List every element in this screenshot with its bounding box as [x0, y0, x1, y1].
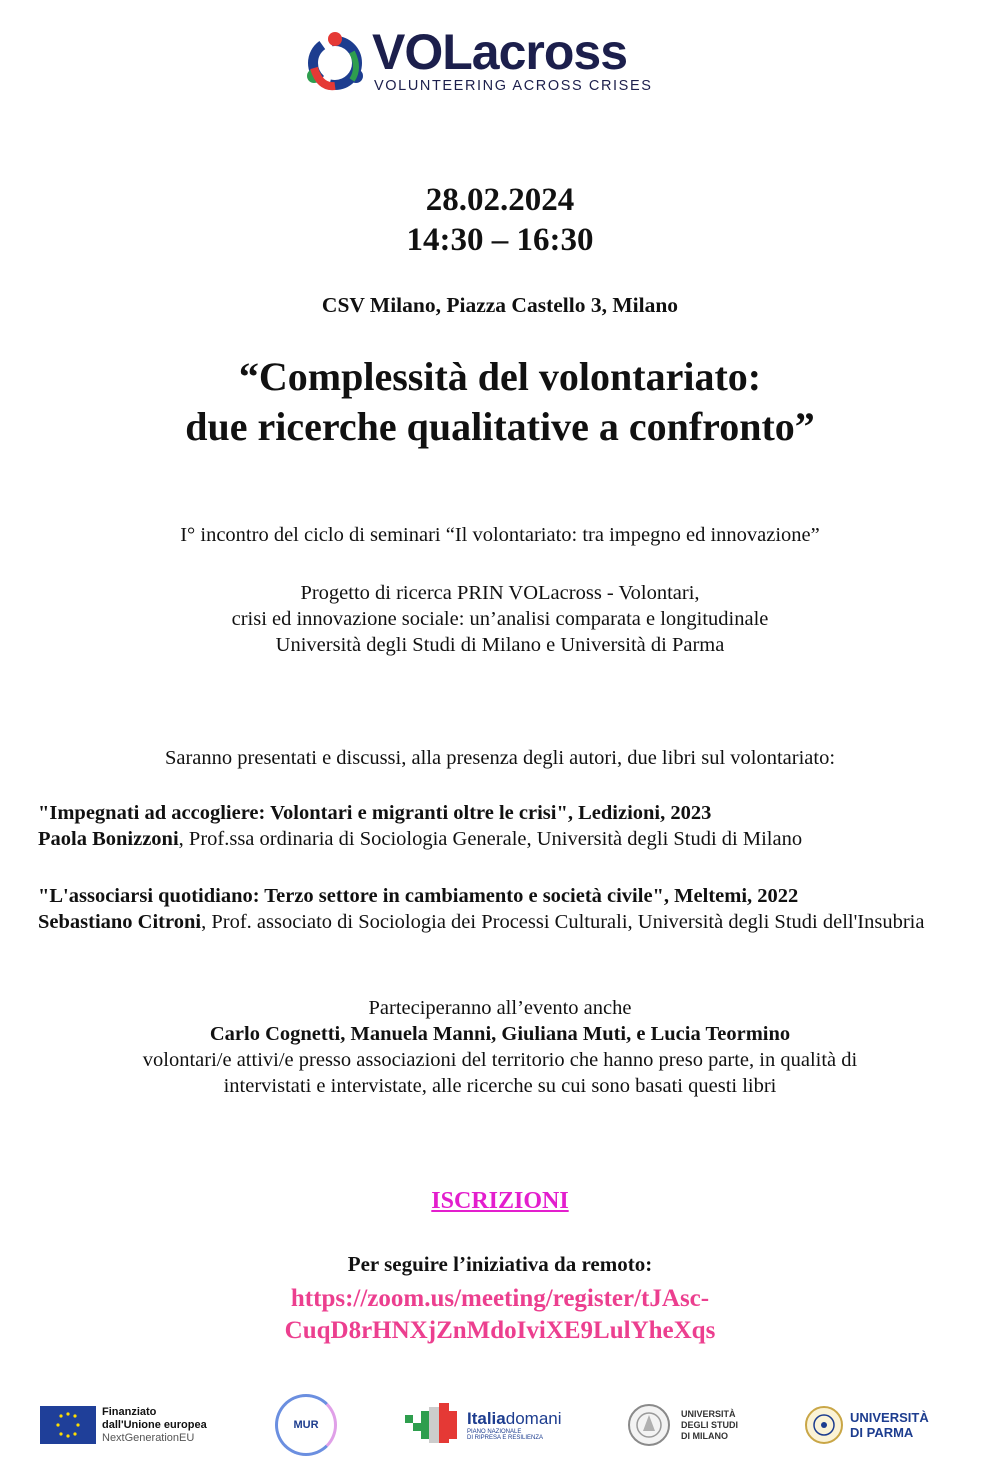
italiadomani-pixel-icon [405, 1403, 463, 1447]
unipr-text-2: DI PARMA [850, 1425, 914, 1440]
italiadomani-logo [405, 1395, 562, 1455]
project-description [0, 580, 1000, 658]
zoom-registration-link[interactable] [0, 1283, 1000, 1347]
event-datetime [0, 180, 1000, 260]
event-location: CSV Milano, Piazza Castello 3, Milano [321, 293, 679, 317]
book-author: Sebastiano Citroni [38, 911, 202, 933]
eu-logo [40, 1395, 207, 1455]
unipr-seal-icon [804, 1405, 844, 1445]
eu-text-3: NextGenerationEU [102, 1431, 195, 1444]
unimi-text-3: DI MILANO [681, 1430, 728, 1441]
book-title: "Impegnati ad accogliere: Volontari e migranti oltre le crisi", Ledizioni, 2023 [38, 802, 712, 824]
participants-names: Carlo Cognetti, Manuela Manni, Giuliana Muti, e Lucia Teormino [209, 1023, 791, 1045]
unimi-text-1: UNIVERSITÀ [681, 1408, 736, 1419]
eu-flag-icon [40, 1406, 96, 1444]
participants-section [0, 995, 1000, 1099]
zoom-url-line-1[interactable]: https://zoom.us/meeting/register/tJAsc- [290, 1285, 710, 1312]
unipr-text-1: UNIVERSITÀ [850, 1410, 929, 1425]
footer-logos [0, 1395, 1000, 1455]
participants-intro: Parteciperanno all’evento anche [368, 997, 632, 1019]
eu-text-1: Finanziato [102, 1405, 157, 1418]
unipr-logo [804, 1395, 929, 1455]
registration-link[interactable]: ISCRIZIONI [431, 1188, 569, 1214]
book-author: Paola Bonizzoni [38, 828, 179, 850]
author-role: , Prof. associato di Sociologia dei Processi Culturali, Università degli Studi dell'Insubria [201, 911, 925, 933]
unimi-text-2: DEGLI STUDI [681, 1419, 739, 1430]
unimi-logo [627, 1395, 738, 1455]
domani-text: domani [505, 1409, 562, 1428]
italia-sub-1: PIANO NAZIONALE [467, 1429, 522, 1435]
logo-tagline: VOLUNTEERING ACROSS CRISES [374, 78, 653, 94]
mur-text: MUR [275, 1394, 337, 1456]
project-line-1: Progetto di ricerca PRIN VOLacross - Volontari, [300, 582, 700, 604]
italia-sub-2: DI RIPRESA E RESILIENZA [467, 1435, 544, 1441]
project-line-2: crisi ed innovazione sociale: un’analisi comparata e longitudinale [231, 608, 769, 630]
event-title [0, 352, 1000, 452]
event-time: 14:30 – 16:30 [406, 222, 594, 258]
italia-text: Italia [467, 1409, 506, 1428]
books-intro: Saranno presentati e discussi, alla presenza degli autori, due libri sul volontariato: [164, 747, 836, 769]
seminar-series: I° incontro del ciclo di seminari “Il volontariato: tra impegno ed innovazione” [180, 524, 820, 546]
remote-label: Per seguire l’iniziativa da remoto: [347, 1252, 653, 1276]
event-date: 28.02.2024 [425, 182, 575, 218]
title-line-1: “Complessità del volontariato: [238, 354, 762, 399]
logo-brand-text: VOLacross [372, 24, 628, 80]
book-title: "L'associarsi quotidiano: Terzo settore in cambiamento e società civile", Meltemi, 2022 [38, 885, 799, 907]
eu-text-2: dall'Unione europea [102, 1418, 207, 1431]
project-line-3: Università degli Studi di Milano e Università di Parma [275, 634, 725, 656]
zoom-url-line-2[interactable]: CuqD8rHNXjZnMdoIviXE9LulYheXqs [284, 1317, 716, 1344]
author-role: , Prof.ssa ordinaria di Sociologia Generale, Università degli Studi di Milano [178, 828, 803, 850]
title-line-2: due ricerche qualitative a confronto” [185, 404, 815, 449]
book-entry-1 [38, 800, 938, 852]
participants-desc-2: intervistati e intervistate, alle ricerche su cui sono basati questi libri [223, 1075, 777, 1097]
volacross-logo [300, 22, 680, 102]
participants-desc-1: volontari/e attivi/e presso associazioni del territorio che hanno preso parte, in qualità di [142, 1049, 858, 1071]
book-entry-2 [38, 883, 938, 935]
unimi-seal-icon [627, 1403, 671, 1447]
mur-logo [275, 1395, 337, 1455]
volacross-circle-icon [300, 28, 370, 98]
